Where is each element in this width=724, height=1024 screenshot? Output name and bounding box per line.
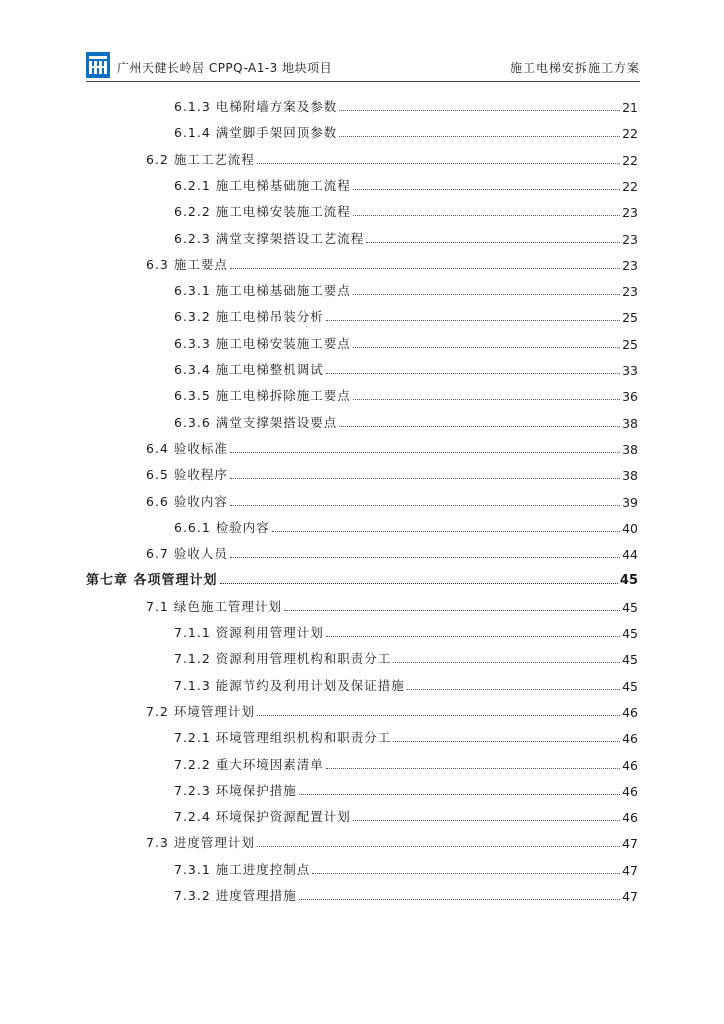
dot-leader — [257, 715, 620, 716]
dot-leader — [312, 873, 620, 874]
dot-leader — [230, 478, 620, 479]
toc-page-number: 22 — [622, 126, 638, 142]
dot-leader — [366, 242, 620, 243]
toc-page-number: 46 — [622, 704, 638, 720]
toc-entry-title: 6.3.3 施工电梯安装施工要点 — [174, 335, 351, 351]
toc-entry[interactable] — [174, 227, 638, 247]
dot-leader — [353, 294, 620, 295]
toc-entry[interactable] — [174, 279, 638, 299]
dot-leader — [326, 320, 620, 321]
toc-entry-title: 6.2.2 施工电梯安装施工流程 — [174, 204, 351, 220]
dot-leader — [326, 636, 620, 637]
dot-leader — [326, 768, 620, 769]
toc-entry[interactable] — [146, 595, 638, 615]
toc-page-number: 22 — [622, 152, 638, 168]
toc-entry-title: 6.3.6 满堂支撑架搭设要点 — [174, 414, 338, 430]
toc-page-number: 38 — [622, 468, 638, 484]
document-title: 施工电梯安拆施工方案 — [509, 61, 640, 75]
dot-leader — [393, 662, 620, 663]
company-logo — [86, 52, 110, 78]
toc-entry-title: 第七章 各项管理计划 — [86, 573, 218, 589]
toc-page-number: 23 — [622, 231, 638, 247]
dot-leader — [220, 583, 618, 584]
toc-entry-title: 6.7 验收人员 — [146, 546, 228, 562]
toc-entry[interactable] — [174, 805, 638, 825]
toc-entry-title: 6.3.5 施工电梯拆除施工要点 — [174, 388, 351, 404]
dot-leader — [284, 610, 620, 611]
dot-leader — [353, 189, 620, 190]
toc-entry[interactable] — [146, 700, 638, 720]
toc-entry-title: 6.4 验收标准 — [146, 440, 228, 456]
toc-page-number: 47 — [622, 836, 638, 852]
toc-page-number: 38 — [622, 441, 638, 457]
toc-chapter-entry[interactable] — [86, 568, 638, 588]
toc-entry[interactable] — [174, 779, 638, 799]
toc-page-number: 47 — [622, 862, 638, 878]
dot-leader — [299, 899, 620, 900]
toc-entry-title: 7.2.3 环境保护措施 — [174, 782, 297, 798]
toc-entry[interactable] — [146, 437, 638, 457]
toc-page-number: 36 — [622, 389, 638, 405]
dot-leader — [230, 505, 620, 506]
dot-leader — [339, 110, 620, 111]
toc-entry-title: 7.1.2 资源利用管理机构和职责分工 — [174, 651, 392, 667]
dot-leader — [257, 846, 620, 847]
toc-page-number: 23 — [622, 284, 638, 300]
toc-page-number: 45 — [622, 626, 638, 641]
toc-page-number: 46 — [622, 731, 638, 747]
dot-leader — [353, 399, 620, 400]
dot-leader — [339, 426, 620, 427]
toc-entry-title: 6.2.1 施工电梯基础施工流程 — [174, 177, 351, 193]
toc-entry[interactable] — [174, 647, 638, 667]
toc-entry-title: 6.6.1 检验内容 — [174, 519, 270, 535]
dot-leader — [353, 347, 620, 348]
toc-entry-title: 6.2 施工工艺流程 — [146, 151, 255, 167]
toc-entry-title: 7.1 绿色施工管理计划 — [146, 598, 282, 614]
toc-entry[interactable] — [146, 542, 638, 562]
dot-leader — [339, 136, 620, 137]
toc-entry-title: 6.5 验收程序 — [146, 467, 228, 483]
toc-entry-title: 6.6 验收内容 — [146, 493, 228, 509]
toc-entry[interactable] — [174, 674, 638, 694]
toc-entry-title: 7.3.1 施工进度控制点 — [174, 861, 311, 877]
toc-entry[interactable] — [174, 305, 638, 325]
toc-entry[interactable] — [174, 174, 638, 194]
toc-entry[interactable] — [146, 831, 638, 851]
dot-leader — [407, 689, 620, 690]
header-divider — [86, 81, 640, 82]
toc-entry[interactable] — [174, 121, 638, 141]
dot-leader — [393, 741, 620, 742]
toc-page-number: 45 — [619, 573, 638, 589]
toc-page-number: 45 — [622, 652, 638, 668]
dot-leader — [272, 531, 620, 532]
dot-leader — [326, 373, 620, 374]
toc-entry-title: 6.2.3 满堂支撑架搭设工艺流程 — [174, 230, 365, 246]
toc-entry[interactable] — [146, 490, 638, 510]
toc-entry[interactable] — [174, 621, 638, 641]
toc-entry-title: 7.1.3 能源节约及利用计划及保证措施 — [174, 677, 405, 693]
toc-entry-title: 7.2.2 重大环境因素清单 — [174, 756, 324, 772]
dot-leader — [257, 163, 620, 164]
toc-entry-title: 7.2 环境管理计划 — [146, 703, 255, 719]
toc-entry[interactable] — [174, 858, 638, 878]
toc-entry-title: 6.3.2 施工电梯吊装分析 — [174, 309, 324, 325]
toc-entry[interactable] — [174, 95, 638, 115]
project-title: 广州天健长岭居 CPPQ-A1-3 地块项目 — [117, 61, 333, 75]
toc-page-number: 25 — [622, 336, 638, 352]
toc-entry[interactable] — [146, 148, 638, 168]
toc-entry[interactable] — [174, 753, 638, 773]
toc-entry-title: 6.3 施工要点 — [146, 256, 228, 272]
toc-page-number: 23 — [622, 257, 638, 273]
toc-page-number: 45 — [622, 678, 638, 694]
toc-entry-title: 7.3.2 进度管理措施 — [174, 888, 297, 903]
toc-page-number: 23 — [622, 205, 638, 221]
toc-entry-title: 6.1.3 电梯附墙方案及参数 — [174, 99, 338, 114]
toc-page-number: 46 — [622, 783, 638, 799]
dot-leader — [353, 215, 620, 216]
toc-page-number: 46 — [622, 810, 638, 826]
toc-entry[interactable] — [174, 358, 638, 378]
dot-leader — [230, 268, 620, 269]
toc-entry[interactable] — [174, 884, 638, 904]
toc-page-number: 21 — [622, 100, 638, 115]
toc-entry[interactable] — [174, 411, 638, 431]
toc-entry-title: 7.2.4 环境保护资源配置计划 — [174, 809, 351, 825]
toc-entry[interactable] — [174, 200, 638, 220]
toc-entry[interactable] — [146, 253, 638, 273]
toc-page-number: 40 — [622, 520, 638, 536]
toc-entry-title: 6.3.4 施工电梯整机调试 — [174, 362, 324, 377]
dot-leader — [353, 820, 620, 821]
toc-entry-title: 7.3 进度管理计划 — [146, 835, 255, 851]
toc-entry-title: 7.2.1 环境管理组织机构和职责分工 — [174, 730, 392, 746]
toc-entry[interactable] — [174, 332, 638, 352]
page-header — [86, 52, 640, 82]
toc-entry-title: 7.1.1 资源利用管理计划 — [174, 625, 324, 640]
dot-leader — [299, 794, 620, 795]
toc-page-number: 33 — [622, 363, 638, 378]
toc-page-number: 46 — [622, 757, 638, 773]
toc-entry[interactable] — [174, 384, 638, 404]
toc-entry-title: 6.1.4 满堂脚手架回顶参数 — [174, 125, 338, 141]
toc-page-number: 38 — [622, 415, 638, 431]
toc-entry-title: 6.3.1 施工电梯基础施工要点 — [174, 283, 351, 299]
toc-page-number: 45 — [622, 599, 638, 615]
toc-page-number: 39 — [622, 494, 638, 510]
toc-page-number: 47 — [622, 889, 638, 904]
toc-entry[interactable] — [174, 726, 638, 746]
toc-page-number: 44 — [622, 547, 638, 563]
toc-entry[interactable] — [146, 463, 638, 483]
dot-leader — [230, 452, 620, 453]
toc-entry[interactable] — [174, 516, 638, 536]
toc-page-number: 25 — [622, 310, 638, 326]
toc-page-number: 22 — [622, 178, 638, 194]
dot-leader — [230, 557, 620, 558]
